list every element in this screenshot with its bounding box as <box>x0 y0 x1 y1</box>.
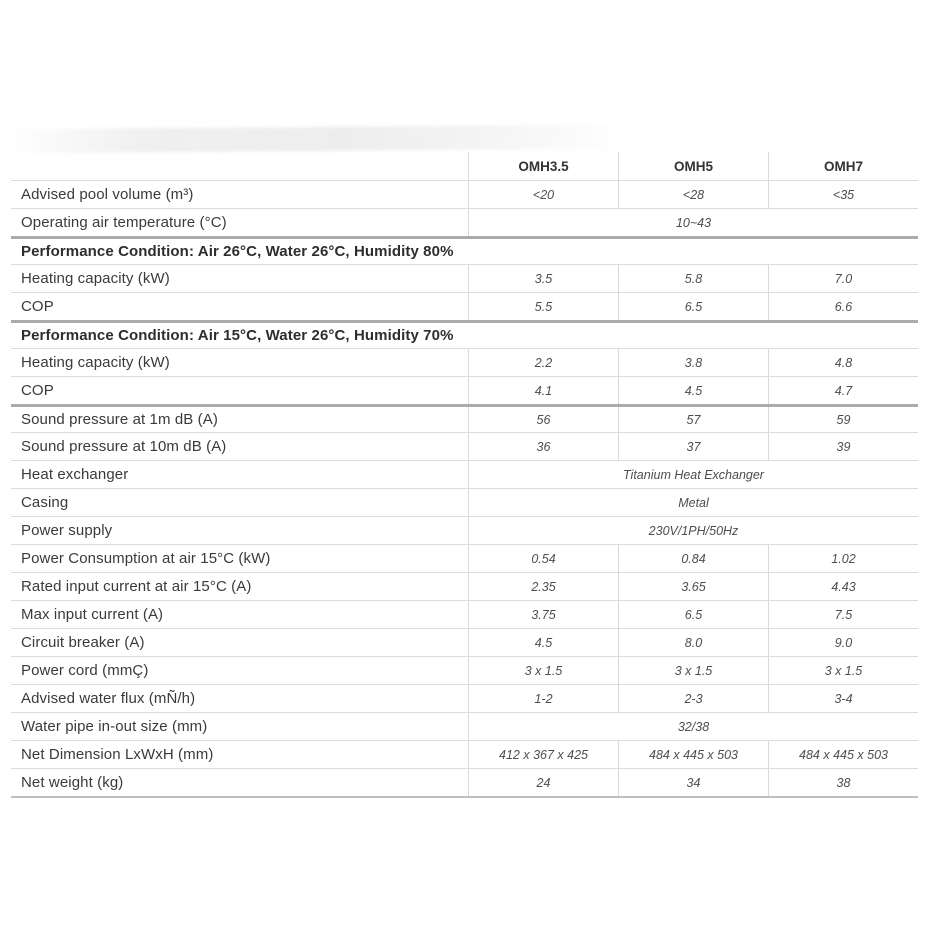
merged-value: 230V/1PH/50Hz <box>468 517 918 544</box>
spec-table <box>11 152 918 798</box>
row-label: Power cord (mmÇ) <box>21 662 149 679</box>
table-row <box>11 460 918 488</box>
spec-value: 3.5 <box>468 265 618 292</box>
column-header: OMH3.5 <box>468 152 618 180</box>
spec-value: 1-2 <box>468 685 618 712</box>
merged-value: Metal <box>468 489 918 516</box>
row-label: Casing <box>21 494 69 511</box>
row-label: Heating capacity (kW) <box>21 270 170 287</box>
spec-value: 4.1 <box>468 377 618 404</box>
table-row <box>11 264 918 292</box>
top-shadow-band <box>0 125 635 153</box>
row-label: Circuit breaker (A) <box>21 634 145 651</box>
spec-value: 2.2 <box>468 349 618 376</box>
spec-value: 24 <box>468 769 618 796</box>
spec-value: 8.0 <box>618 629 768 656</box>
section-header-label: Performance Condition: Air 15°C, Water 26°C, Humidity 70% <box>21 327 454 344</box>
table-row <box>11 432 918 460</box>
row-label: Net Dimension LxWxH (mm) <box>21 746 214 763</box>
spec-value: 4.5 <box>468 629 618 656</box>
row-label: Sound pressure at 1m dB (A) <box>21 411 218 428</box>
spec-value: 38 <box>768 769 918 796</box>
row-label: Advised pool volume (m³) <box>21 186 194 203</box>
spec-value: 4.8 <box>768 349 918 376</box>
table-row <box>11 656 918 684</box>
spec-value: 37 <box>618 433 768 460</box>
table-row <box>11 404 918 432</box>
column-header: OMH7 <box>768 152 918 180</box>
row-label: Max input current (A) <box>21 606 164 623</box>
row-label: Net weight (kg) <box>21 774 124 791</box>
spec-value: 56 <box>468 407 618 432</box>
table-row <box>11 572 918 600</box>
row-label: Heating capacity (kW) <box>21 354 170 371</box>
spec-value: 2.35 <box>468 573 618 600</box>
row-label: Advised water flux (mÑ/h) <box>21 690 196 707</box>
spec-value: 3 x 1.5 <box>618 657 768 684</box>
section-row <box>11 236 918 264</box>
table-row <box>11 292 918 320</box>
spec-value: 4.7 <box>768 377 918 404</box>
table-row <box>11 488 918 516</box>
header-row <box>11 152 918 180</box>
spec-value: 484 x 445 x 503 <box>768 741 918 768</box>
spec-value: 3 x 1.5 <box>768 657 918 684</box>
spec-value: 6.5 <box>618 601 768 628</box>
table-row <box>11 600 918 628</box>
spec-value: 3.75 <box>468 601 618 628</box>
spec-value: 484 x 445 x 503 <box>618 741 768 768</box>
table-row <box>11 768 918 796</box>
section-header-label: Performance Condition: Air 26°C, Water 26°C, Humidity 80% <box>21 243 454 260</box>
table-row <box>11 376 918 404</box>
column-header: OMH5 <box>618 152 768 180</box>
spec-value: 34 <box>618 769 768 796</box>
spec-value: 7.5 <box>768 601 918 628</box>
spec-value: 3 x 1.5 <box>468 657 618 684</box>
spec-value: 4.5 <box>618 377 768 404</box>
table-row <box>11 740 918 768</box>
table-row <box>11 684 918 712</box>
spec-value: 7.0 <box>768 265 918 292</box>
spec-value: 1.02 <box>768 545 918 572</box>
table-row <box>11 348 918 376</box>
spec-value: 6.6 <box>768 293 918 320</box>
spec-value: 6.5 <box>618 293 768 320</box>
merged-value: 10~43 <box>468 209 918 236</box>
row-label: Rated input current at air 15°C (A) <box>21 578 252 595</box>
row-label: Heat exchanger <box>21 466 129 483</box>
spec-value: 3.65 <box>618 573 768 600</box>
table-row <box>11 544 918 572</box>
spec-value: 9.0 <box>768 629 918 656</box>
table-row <box>11 628 918 656</box>
spec-value: <35 <box>768 181 918 208</box>
spec-value: 3-4 <box>768 685 918 712</box>
table-row <box>11 712 918 740</box>
spec-value: <28 <box>618 181 768 208</box>
spec-value: 5.5 <box>468 293 618 320</box>
section-row <box>11 320 918 348</box>
spec-value: 4.43 <box>768 573 918 600</box>
spec-value: 36 <box>468 433 618 460</box>
spec-value: 57 <box>618 407 768 432</box>
row-label: Power Consumption at air 15°C (kW) <box>21 550 271 567</box>
spec-value: 0.84 <box>618 545 768 572</box>
merged-value: 32/38 <box>468 713 918 740</box>
spec-value: 0.54 <box>468 545 618 572</box>
row-label: Power supply <box>21 522 113 539</box>
spec-value: 5.8 <box>618 265 768 292</box>
table-row <box>11 180 918 208</box>
spec-value: 3.8 <box>618 349 768 376</box>
row-label: Water pipe in-out size (mm) <box>21 718 208 735</box>
corner-cell <box>11 152 468 180</box>
spec-value: 59 <box>768 407 918 432</box>
spec-value: 39 <box>768 433 918 460</box>
spec-value: <20 <box>468 181 618 208</box>
row-label: Operating air temperature (°C) <box>21 214 227 231</box>
row-label: COP <box>21 298 54 315</box>
row-label: Sound pressure at 10m dB (A) <box>21 438 227 455</box>
spec-value: 2-3 <box>618 685 768 712</box>
spec-value: 412 x 367 x 425 <box>468 741 618 768</box>
merged-value: Titanium Heat Exchanger <box>468 461 918 488</box>
row-label: COP <box>21 382 54 399</box>
table-row <box>11 516 918 544</box>
table-row <box>11 208 918 236</box>
